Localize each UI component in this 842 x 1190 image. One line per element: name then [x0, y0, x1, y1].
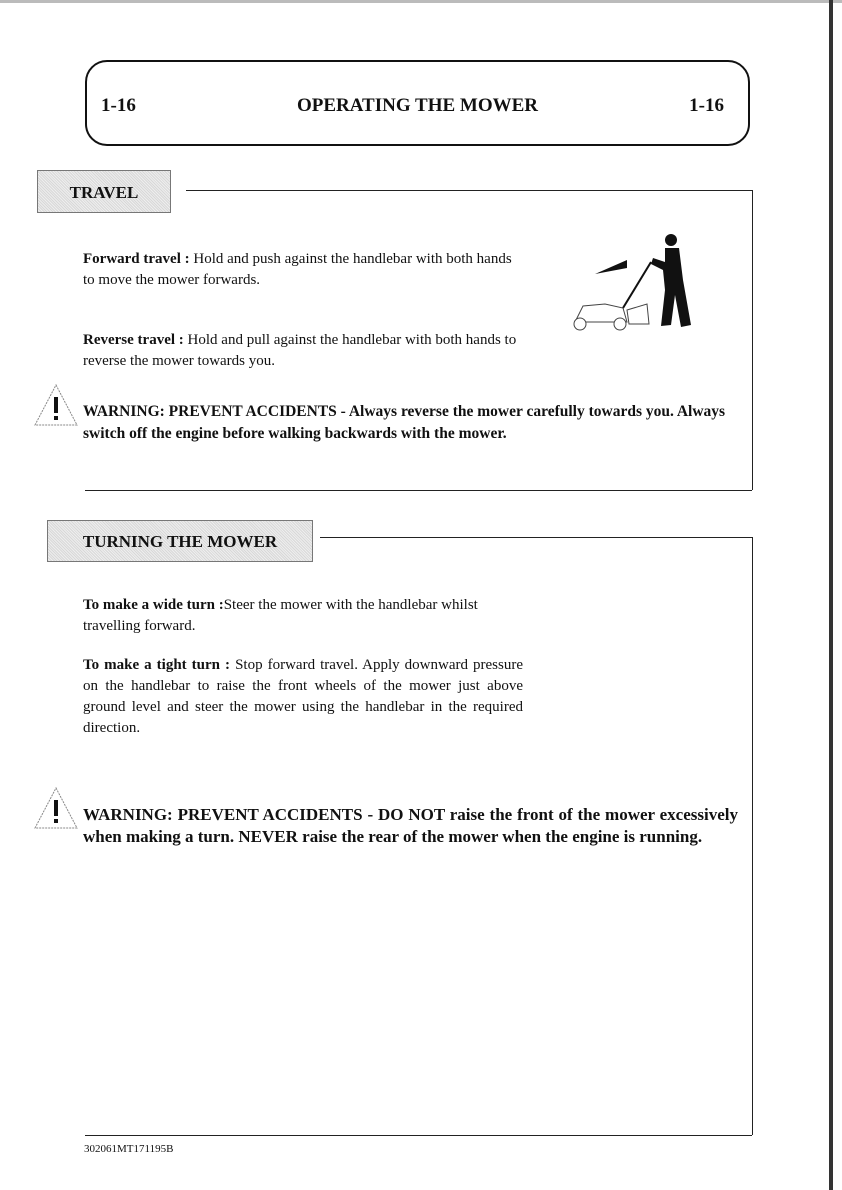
- warning-triangle-icon: [33, 383, 79, 427]
- term-label: To make a tight turn :: [83, 657, 231, 673]
- description: Steer the mower with the handlebar whilst travelling forward.: [83, 597, 478, 634]
- document-code: 302061MT171195B: [84, 1143, 174, 1155]
- page-title: OPERATING THE MOWER: [296, 95, 539, 116]
- term-label: Forward travel :: [83, 251, 190, 267]
- forward-travel-text: [83, 249, 523, 291]
- page-number-left: 1-16: [101, 95, 136, 116]
- page-header: [85, 60, 750, 146]
- scan-edge-top: [0, 0, 842, 3]
- tight-turn-text: [83, 655, 523, 739]
- page-number-right: 1-16: [689, 95, 724, 116]
- reverse-travel-text: [83, 330, 523, 372]
- mower-operator-illustration: [565, 230, 700, 335]
- section-heading-turning: TURNING THE MOWER: [47, 520, 313, 562]
- section-heading-travel: TRAVEL: [37, 170, 171, 213]
- term-label: Reverse travel :: [83, 332, 184, 348]
- scan-edge-right: [829, 0, 833, 1190]
- divider: [752, 190, 753, 490]
- divider: [752, 537, 753, 1135]
- description: Hold and pull against the handlebar with both hands to reverse the mower towards you.: [83, 332, 517, 369]
- wide-turn-text: [83, 595, 523, 637]
- description: Hold and push against the handlebar with both hands to move the mower forwards.: [83, 251, 512, 288]
- warning-triangle-icon: [33, 786, 79, 830]
- divider: [320, 537, 752, 538]
- turning-warning: WARNING: PREVENT ACCIDENTS - DO NOT raise the front of the mower excessively when making a turn. NEVER raise the rear of the mower when the engine is running.: [83, 805, 738, 846]
- divider: [186, 190, 752, 191]
- divider: [85, 490, 752, 491]
- travel-warning: WARNING: PREVENT ACCIDENTS - Always reverse the mower carefully towards you. Always switch off the engine before walking backwards with the mower.: [83, 403, 726, 442]
- term-label: To make a wide turn :: [83, 597, 224, 613]
- footer-divider: [85, 1135, 752, 1136]
- description: Stop forward travel. Apply downward pressure on the handlebar to raise the front wheels of the mower just above ground level and steer the mower using the handlebar in the required direction.: [83, 657, 523, 736]
